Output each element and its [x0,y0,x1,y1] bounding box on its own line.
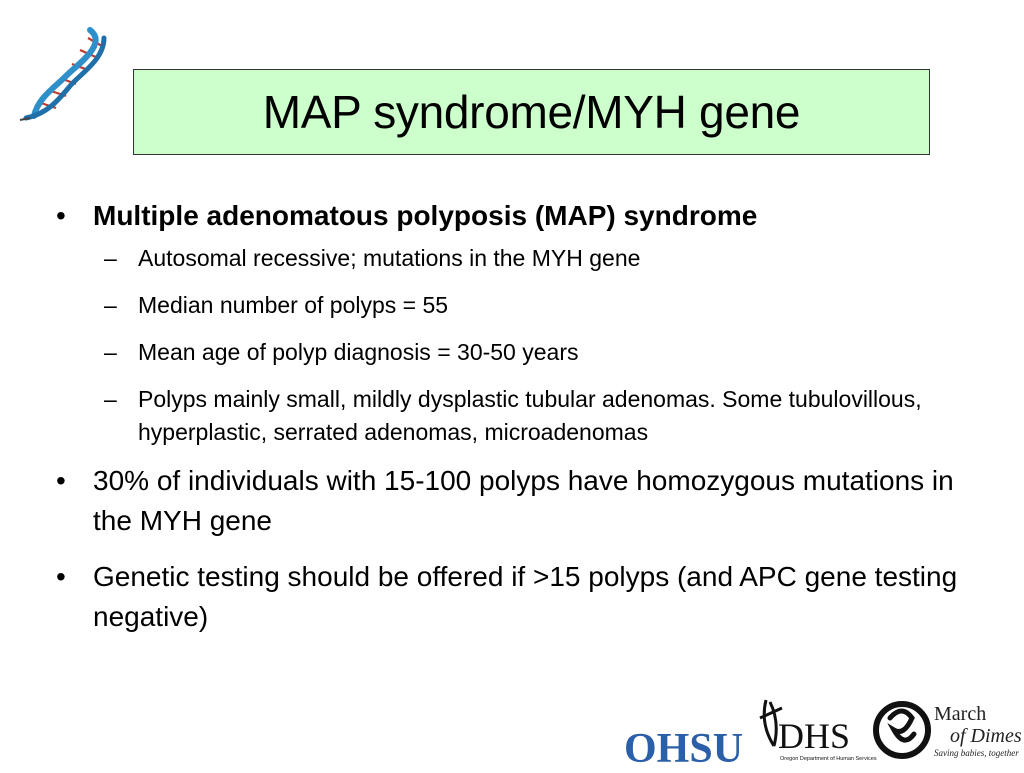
sub-bullet-text: Mean age of polyp diagnosis = 30-50 years [138,339,579,365]
bullet-homozygous [56,461,973,541]
bullet-text: 30% of individuals with 15-100 polyps have homozygous mutations in the MYH gene [93,465,954,536]
sub-bullet [56,289,976,322]
logo-strip [620,690,1024,768]
sub-bullet [56,383,958,449]
tagline-text: Saving babies, together [934,748,1019,758]
sub-bullet-text: Polyps mainly small, mildly dysplastic tubular adenomas. Some tubulovillous, hyperplastic, serrated adenomas, microadenomas [138,386,922,445]
dhs-text: DHS [778,716,851,756]
sub-bullet-text: Autosomal recessive; mutations in the MYH gene [138,245,641,271]
sub-bullet [56,242,976,275]
bullet-genetic-testing [56,557,993,637]
bullet-text: Multiple adenomatous polyposis (MAP) syndrome [93,200,758,231]
dhs-logo [760,700,877,762]
dhs-subtitle: Oregon Department of Human Services [780,756,877,762]
dash-marker: – [104,292,117,318]
slide-title: MAP syndrome/MYH gene [262,86,801,138]
dna-helix-icon [18,24,118,128]
bullet-marker: • [56,561,66,592]
bullet-marker: • [56,465,66,496]
march-text: March [934,703,987,725]
dash-marker: – [104,386,117,412]
sponsor-logos [620,690,1024,768]
ohsu-logo: OHSU [624,726,744,768]
of-dimes-text: of Dimes [950,725,1022,747]
bullet-marker: • [56,200,66,231]
slide-body [56,196,976,637]
title-box [133,69,930,155]
bullet-text: Genetic testing should be offered if >15 polyps (and APC gene testing negative) [93,561,958,632]
march-of-dimes-logo [876,703,1022,758]
sub-bullet-text: Median number of polyps = 55 [138,292,449,318]
dash-marker: – [104,245,117,271]
bullet-map-syndrome [56,196,976,236]
dash-marker: – [104,339,117,365]
sub-bullet [56,336,976,369]
